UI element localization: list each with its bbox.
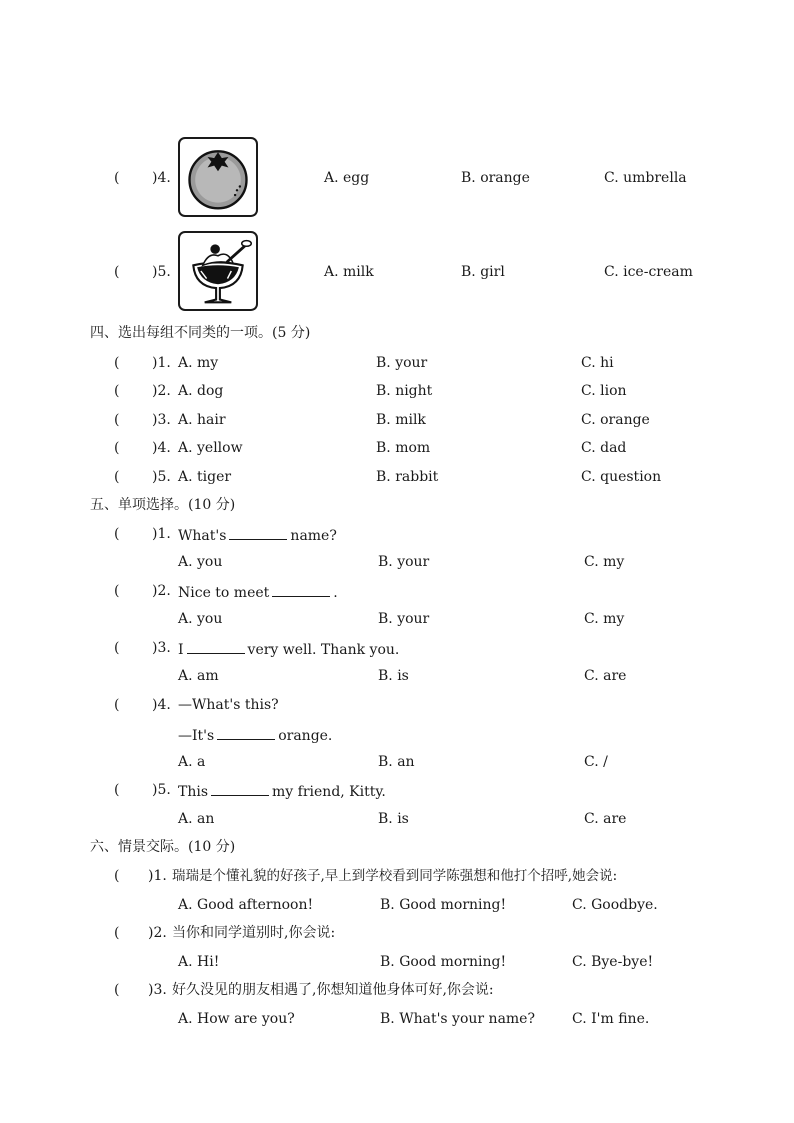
question-number: )4. xyxy=(152,440,171,456)
option-c: C. ice-cream xyxy=(604,264,693,280)
question-number: )1. xyxy=(152,355,171,371)
question-number: )5. xyxy=(152,782,171,798)
open-paren: ( xyxy=(114,440,120,456)
question-stem xyxy=(178,582,338,602)
scenario-text: 瑞瑞是个懂礼貌的好孩子,早上到学校看到同学陈强想和他打个招呼,她会说: xyxy=(172,868,618,884)
open-paren: ( xyxy=(114,925,120,941)
option-c: C. lion xyxy=(581,383,627,399)
option-b: B. Good morning! xyxy=(380,897,507,913)
fill-blank[interactable] xyxy=(211,781,269,796)
option-a: A. milk xyxy=(324,264,374,280)
fill-blank[interactable] xyxy=(272,582,330,597)
option-a: A. Hi! xyxy=(178,954,220,970)
question-stem xyxy=(178,525,337,545)
stem-before-blank: What's xyxy=(178,528,227,544)
option-c: C. are xyxy=(584,668,627,684)
question-number: )5. xyxy=(152,469,171,485)
question-number: )3. xyxy=(152,412,171,428)
option-a: A. my xyxy=(178,355,219,371)
option-a: A. yellow xyxy=(178,440,243,456)
open-paren: ( xyxy=(114,170,120,186)
open-paren: ( xyxy=(114,583,120,599)
option-c: C. question xyxy=(581,469,662,485)
question-stem-line1: —What's this? xyxy=(178,697,279,713)
option-c: C. I'm fine. xyxy=(572,1011,650,1027)
question-number: )4. xyxy=(152,697,171,713)
question-number: )3. xyxy=(148,982,167,998)
option-b: B. mom xyxy=(376,440,431,456)
option-a: A. hair xyxy=(178,412,226,428)
section-5-heading: 五、单项选择。(10 分) xyxy=(90,497,236,513)
option-b: B. rabbit xyxy=(376,469,439,485)
question-stem xyxy=(178,639,399,659)
open-paren: ( xyxy=(114,264,120,280)
option-c: C. dad xyxy=(581,440,627,456)
open-paren: ( xyxy=(114,697,120,713)
option-c: C. / xyxy=(584,754,608,770)
option-a: A. dog xyxy=(178,383,224,399)
question-number: )2. xyxy=(152,383,171,399)
question-number: )3. xyxy=(152,640,171,656)
open-paren: ( xyxy=(114,640,120,656)
option-b: B. Good morning! xyxy=(380,954,507,970)
open-paren: ( xyxy=(114,782,120,798)
option-b: B. milk xyxy=(376,412,426,428)
option-a: A. Good afternoon! xyxy=(178,897,314,913)
open-paren: ( xyxy=(114,469,120,485)
option-a: A. egg xyxy=(324,170,370,186)
stem-before-blank: —It's xyxy=(178,728,215,744)
open-paren: ( xyxy=(114,412,120,428)
option-b: B. your xyxy=(376,355,428,371)
option-b: B. night xyxy=(376,383,433,399)
option-c: C. my xyxy=(584,611,625,627)
stem-after-blank: . xyxy=(333,585,338,601)
option-b: B. your xyxy=(378,611,430,627)
question-number: )5. xyxy=(152,264,171,280)
option-c: C. my xyxy=(584,554,625,570)
open-paren: ( xyxy=(114,982,120,998)
fill-blank[interactable] xyxy=(187,639,245,654)
question-number: )2. xyxy=(152,583,171,599)
option-c: C. orange xyxy=(581,412,650,428)
option-c: C. Bye-bye! xyxy=(572,954,654,970)
option-a: A. you xyxy=(178,611,223,627)
open-paren: ( xyxy=(114,526,120,542)
question-stem-line2 xyxy=(178,725,332,745)
section-6-heading: 六、情景交际。(10 分) xyxy=(90,839,236,855)
stem-before-blank: This xyxy=(178,784,209,800)
option-a: A. a xyxy=(178,754,206,770)
section-4-heading: 四、选出每组不同类的一项。(5 分) xyxy=(90,325,311,341)
option-a: A. tiger xyxy=(178,469,232,485)
option-b: B. is xyxy=(378,668,409,684)
question-stem xyxy=(178,781,386,801)
option-b: B. an xyxy=(378,754,415,770)
orange-picture-icon xyxy=(178,137,258,217)
stem-after-blank: name? xyxy=(290,528,337,544)
scenario-text: 当你和同学道别时,你会说: xyxy=(172,925,336,941)
option-a: A. an xyxy=(178,811,215,827)
option-a: A. How are you? xyxy=(178,1011,295,1027)
option-b: B. What's your name? xyxy=(380,1011,535,1027)
open-paren: ( xyxy=(114,383,120,399)
fill-blank[interactable] xyxy=(217,725,275,740)
option-b: B. orange xyxy=(461,170,530,186)
option-b: B. girl xyxy=(461,264,505,280)
stem-after-blank: my friend, Kitty. xyxy=(272,784,386,800)
open-paren: ( xyxy=(114,355,120,371)
option-c: C. Goodbye. xyxy=(572,897,658,913)
ice-cream-picture-icon xyxy=(178,231,258,311)
question-number: )4. xyxy=(152,170,171,186)
option-b: B. your xyxy=(378,554,430,570)
option-b: B. is xyxy=(378,811,409,827)
stem-before-blank: I xyxy=(178,642,184,658)
question-number: )1. xyxy=(152,526,171,542)
open-paren: ( xyxy=(114,868,120,884)
stem-after-blank: orange. xyxy=(278,728,333,744)
question-number: )1. xyxy=(148,868,167,884)
option-c: C. umbrella xyxy=(604,170,687,186)
fill-blank[interactable] xyxy=(229,525,287,540)
stem-after-blank: very well. Thank you. xyxy=(247,642,400,658)
stem-before-blank: Nice to meet xyxy=(178,585,270,601)
option-c: C. are xyxy=(584,811,627,827)
option-c: C. hi xyxy=(581,355,614,371)
question-number: )2. xyxy=(148,925,167,941)
option-a: A. you xyxy=(178,554,223,570)
scenario-text: 好久没见的朋友相遇了,你想知道他身体可好,你会说: xyxy=(172,982,494,998)
option-a: A. am xyxy=(178,668,219,684)
